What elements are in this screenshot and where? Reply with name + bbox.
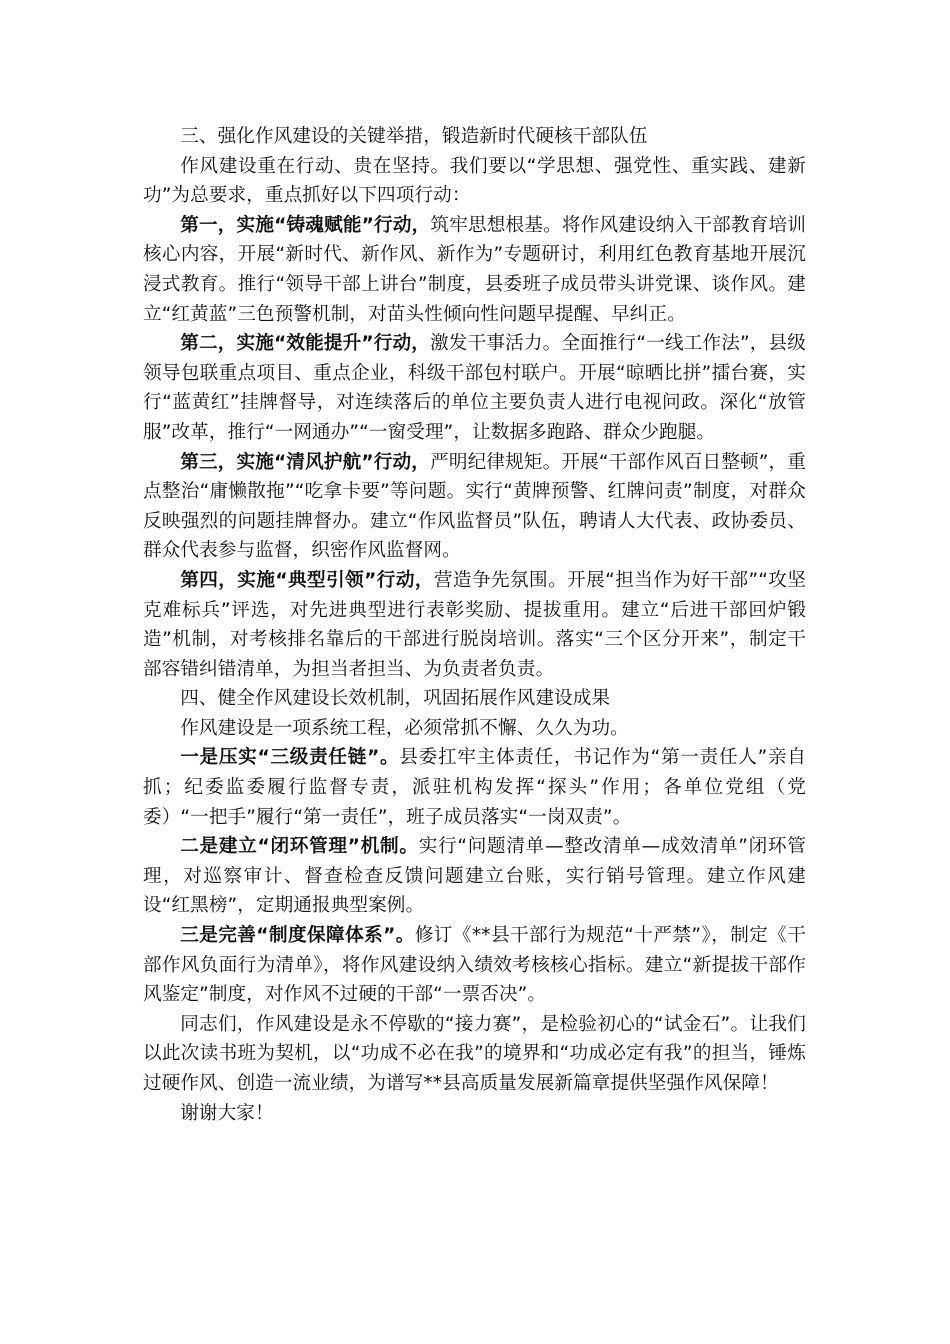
- paragraph-text: 同志们，作风建设是永不停歇的“接力赛”，是检验初心的“试金石”。让我们以此次读书班为契机，以“功成不必在我”的境界和“功成必定有我”的担当，锤炼过硬作风、创造一流业绩，为谱写**县高质量发展新篇章提供坚强作风保障！: [143, 1013, 806, 1094]
- paragraph-text: 实行“问题清单—整改清单—成效清单”闭环管理，对巡察审计、督查检查反馈问题建立台账，实行销号管理。建立作风建设“红黑榜”，定期通报典型案例。: [143, 836, 806, 917]
- paragraph-text: 筑牢思想根基。将作风建设纳入干部教育培训核心内容，开展“新时代、新作风、新作为”专题研讨，利用红色教育基地开展沉浸式教育。推行“领导干部上讲台”制度，县委班子成员带头讲党课、谈作风。建立“红黄蓝”三色预警机制，对苗头性倾向性问题早提醒、早纠正。: [143, 214, 806, 325]
- paragraph-lead: 第四，实施“典型引领”行动，: [180, 569, 434, 591]
- section-heading-4: [143, 684, 806, 714]
- paragraph-text: 营造争先氛围。开展“担当作为好干部”“攻坚克难标兵”评选，对先进典型进行表彰奖励、提拔重用。建立“后进干部回炉锻造”机制，对考核排名靠后的干部进行脱岗培训。落实“三个区分开来”，制定干部容错纠错清单，为担当者担当、为负责者负责。: [143, 569, 807, 680]
- paragraph-text: 修订《**县干部行为规范“十严禁”》，制定《干部作风负面行为清单》，将作风建设纳入绩效考核核心指标。建立“新提拔干部作风鉴定”制度，对作风不过硬的干部“一票否决”。: [143, 925, 806, 1006]
- paragraph-lead: 第三，实施“清风护航”行动，: [180, 451, 431, 473]
- paragraph-mechanism-3: [143, 921, 806, 1010]
- paragraph-text: 县委扛牢主体责任，书记作为“第一责任人”亲自抓；纪委监委履行监督专责，派驻机构发挥“探头”作用；各单位党组（党委）“一把手”履行“第一责任”，班子成员落实“一岗双责”。: [143, 747, 806, 828]
- paragraph-lead: 一是压实“三级责任链”。: [180, 747, 400, 769]
- paragraph-lead: 二是建立“闭环管理”机制。: [180, 836, 419, 858]
- paragraph-text: 四、健全作风建设长效机制，巩固拓展作风建设成果: [180, 688, 611, 710]
- paragraph-action-4: [143, 566, 806, 684]
- paragraph-text: 作风建设是一项系统工程，必须常抓不懈、久久为功。: [180, 717, 629, 739]
- paragraph-mechanism-2: [143, 832, 806, 921]
- paragraph-lead: 第一，实施“铸魂赋能”行动，: [180, 214, 431, 236]
- paragraph-intro: [143, 152, 806, 211]
- paragraph-text: 三、强化作风建设的关键举措，锻造新时代硬核干部队伍: [180, 126, 648, 147]
- paragraph-action-1: [143, 211, 806, 329]
- document-body: [143, 122, 806, 1128]
- paragraph-text: 严明纪律规矩。开展“干部作风百日整顿”，重点整治“庸懒散拖”“吃拿卡要”等问题。实行“黄牌预警、红牌问责”制度，对群众反映强烈的问题挂牌督办。建立“作风监督员”队伍，聘请人大代表、政协委员、群众代表参与监督，织密作风监督网。: [143, 451, 806, 562]
- paragraph-text: 谢谢大家！: [180, 1102, 274, 1124]
- paragraph-lead: 三是完善“制度保障体系”。: [180, 925, 415, 947]
- paragraph-lead: 第二，实施“效能提升”行动，: [180, 333, 431, 355]
- paragraph-mechanism-1: [143, 743, 806, 832]
- paragraph-action-2: [143, 329, 806, 447]
- paragraph-text: 激发干事活力。全面推行“一线工作法”，县级领导包联重点项目、重点企业，科级干部包村联户。开展“晾晒比拼”擂台赛，实行“蓝黄红”挂牌督导，对连续落后的单位主要负责人进行电视问政。深化“放管服”改革，推行“一网通办”“一窗受理”，让数据多跑路、群众少跑腿。: [143, 333, 806, 443]
- paragraph-action-3: [143, 448, 806, 566]
- section-heading-3: [143, 122, 806, 152]
- paragraph-conclusion: [143, 1010, 806, 1099]
- paragraph-text: 作风建设重在行动、贵在坚持。我们要以“学思想、强党性、重实践、建新功”为总要求，重点抓好以下四项行动：: [143, 155, 806, 207]
- paragraph-system-intro: [143, 714, 806, 744]
- paragraph-thanks: [143, 1099, 806, 1129]
